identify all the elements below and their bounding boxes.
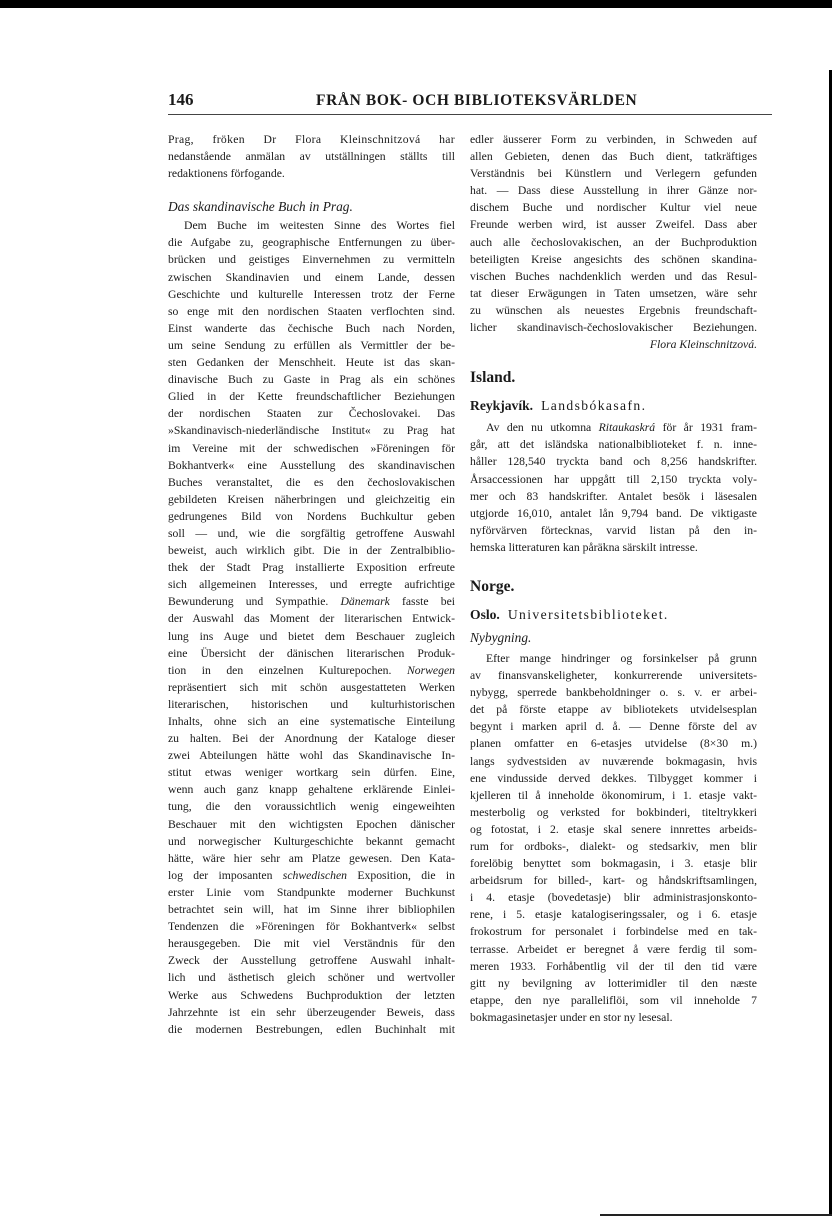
text-line: eine Übersicht der dänischen literarischen Produk- [168,646,455,660]
text-line: Prag, fröken Dr Flora Kleinschnitzová har [168,133,455,146]
text-line: Geschichte und kulturelle Interessen trotz der Ferne [168,287,455,301]
text-line: hemska litteraturen kan påräkna särskilt intresse. [470,540,698,554]
text-line: Tendenzen die »Föreningen för Bokhantverk« selbst [168,920,455,934]
text-line: tion in den einzelnen Kulturepochen. Norwegen [168,663,455,677]
text-line: repräsentiert sich mit schön ausgestatteten Werken [168,680,455,694]
text-line: Freunde werben wird, ist ausser Zweifel. Dass aber [470,218,757,232]
city-name: Reykjavík. [470,398,534,414]
text-line: die Aufgabe zu, geographische Entfernungen zu über- [168,236,455,250]
text-line: Efter mange hindringer og forsinkelser på grunn [486,651,757,665]
text-line: Verständnis bei Künstlern und Verlegern gefunden [470,167,757,181]
text-line: og fotostat, i 2. etasje skal senere innrettes arbeids- [470,822,757,836]
article-body [168,217,455,1038]
page-number: 146 [168,90,194,109]
text-line: thek der Stadt Prag installierte Exposition erfreute [168,561,455,575]
text-line: nybygg, sperrede bankbeholdninger o. s. v. er arbei- [470,686,757,700]
text-line: licher skandinavisch-čechoslovakischer Beziehungen. [470,321,757,335]
text-line: Glied in der Kette freundschaftlicher Beziehungen [168,390,455,404]
article-title: Das skandinavische Buch in Prag. [168,199,353,215]
text-line: tat dieser Erwägungen in Taten umsetzen, wäre sehr [470,286,757,300]
article-continuation [470,131,757,336]
text-line: Dem Buche im weitesten Sinne des Wortes fiel [184,219,455,233]
text-line: planen omfatter en 6-etasjes utvidelse (8×30 m.) [470,737,757,751]
text-line: zwei Abteilungen hätte wohl das Skandinavische In- [168,749,455,763]
section-norge [470,576,757,1026]
text-line: Einst wanderte das čechische Buch nach Norden, [168,321,455,335]
text-line: zu halten. Bei der Anordnung der Kataloge dieser [168,732,455,746]
place-heading [470,395,757,417]
text-line: meren 1933. Forhåbentlig vil der til den tid være [470,959,757,973]
text-line: betrachtet sein will, hat im Sinne ihrer bibliophilen [168,903,455,917]
text-line: vischen Buches nachdenklich werden und das Resul- [470,269,757,283]
section-subtitle: Nybygning. [470,629,532,645]
text-line: utgjorde 16,010, antalet lån 9,794 band. De viktigaste [470,506,757,520]
text-line: hat. — Dass diese Ausstellung in ihrer Gänze nor- [470,184,757,198]
text-line: literarischen, historischen und kulturhistorischen [168,697,455,711]
text-line: arbeidsrum for billed-, kart- og håndskriftsamlingen, [470,874,757,888]
city-name: Oslo. [470,606,500,622]
text-line: zu wünschen als neuestes Ergebnis freundschaft- [470,303,757,317]
header-rule [168,114,772,115]
section-body [470,419,757,556]
author-signature: Flora Kleinschnitzová. [649,338,757,352]
country-heading: Island. [470,369,516,387]
text-line: und norwegischer Kulturgeschichte bekannt gemacht [168,834,455,848]
text-line: gitt ny bevilgning av lotterimidler til den næste [470,976,757,990]
text-line: sten Gedanken der Menschheit. Heute ist das skan- [168,356,455,370]
text-line: brücken und geistiges Einvernehmen zu vermitteln [168,253,455,267]
text-line: lung ins Auge und bietet dem Beschauer zugleich [168,629,455,643]
text-line: lich und ästhetisch gleich schöner und wertvoller [168,971,455,985]
text-line: der Auswahl das Moment der literarischen Entwick- [168,612,455,626]
text-line: um seine Sendung zu erfüllen als Vermittler der be- [168,338,455,352]
text-line: langs sydvestsiden av nuværende bokmagasin, hvis [470,754,757,768]
text-line: »Skandinavisch-niederländische Institut« zu Prag hat [168,424,455,438]
text-line: stitut etwas weniger wortkarg sein dürfen. Eine, [168,766,455,780]
text-line: rum for ordboks-, dialekt- og stedsarkiv, men blir [470,840,757,853]
text-line: nedanstående anmälan av utställningen ställts till [168,150,455,164]
text-line: dinavische Buch zu Gaste in Prag als ein schönes [168,373,455,387]
text-line: håller 128,540 tryckta band och 8,256 handskrifter. [470,455,757,469]
text-line: kjelleren til å inneholde ökonomirum, i 1. etasje vakt- [470,788,757,802]
text-line: rene, i 5. etasje katalogiseringssaler, og i 6. etasje [470,908,757,922]
text-line: Buches veranstaltet, die es den čechoslovakischen [168,475,455,489]
institution-name: Landsbókasafn. [541,398,647,414]
section-body [470,650,757,1026]
text-line: beweist, auch wirklich gibt. Die in der Zentralbiblio- [168,544,455,558]
text-line: Beschauer mit den wichtigsten Epochen dänischer [168,817,455,831]
text-line: Jahrzehnte ist ein sehr überzeugender Beweis, dass [168,1005,455,1019]
text-line: dischem Buche und nordischer Kultur viel neue [470,201,757,215]
text-line: so enge mit den nordischen Staaten verflochten sind. [168,304,455,318]
text-line: ene vindusside derved dekkes. Tilbygget kommer i [470,771,757,785]
text-line: gebildeten Kreisen näherbringen und gleichzeitig ein [168,492,455,506]
text-line: erster Linie vom Standpunkte moderner Buchkunst [168,885,455,899]
text-line: nyförvärven förtecknas, varvid listan på den in- [470,523,757,537]
text-line: gedrungenes Bild von Nordens Buchkultur geben [168,509,455,523]
left-column [168,131,455,1038]
text-line: im Vereine mit der schwedischen »Föreningen för [168,441,455,455]
text-line: etappe, den nye paralleliflöi, som vil inneholde 7 [470,993,757,1007]
text-line: soll — und, wie die sorgfältig getroffene Auswahl [168,526,455,540]
text-line: forelöbig benyttet som bokmagasin, i 3. etasje blir [470,857,757,871]
text-line: det på förste etappe av bibliotekets utvidelsesplan [470,703,757,717]
text-line: går, att det isländska nationalbiblioteket f. n. inne- [470,438,757,452]
text-line: edler äusserer Form zu verbinden, in Schweden auf [470,133,757,146]
text-line: Av den nu utkomna Ritaukaskrá för år 1931 fram- [486,421,757,435]
text-line: Bokhantverk« eine Ausstellung des skandinavischen [168,458,455,472]
text-line: bokmagasinetasjer under en stor ny lesesal. [470,1010,673,1024]
text-line: auch alle čechoslovakischen, an der Buchproduktion [470,235,757,249]
text-line: mer och 83 handskrifter. Antalet besök i läsesalen [470,489,757,503]
text-line: av finansvanskeligheter, konkurrerende universitets- [470,669,757,683]
text-line: wenn auch ganz knapp gehaltene erklärende Einlei- [168,783,455,797]
place-heading [470,604,757,626]
text-line: Årsaccessionen har uppgått till 2,150 tryckta voly- [470,472,757,486]
text-line: Inhalts, ohne sich an eine systematische Einteilung [168,715,455,728]
right-column [470,131,757,1026]
text-line: log der imposanten schwedischen Exposition, die in [168,868,455,882]
country-heading: Norge. [470,577,515,595]
page-header [168,90,768,116]
text-line: Bewunderung und Sympathie. Dänemark fasste bei [168,595,456,609]
text-line: frokostrum for personalet i forbindelse med en tak- [470,925,757,939]
running-title: FRÅN BOK- OCH BIBLIOTEKSVÄRLDEN [316,92,638,109]
text-line: mesterbolig og verksted for bokbinderi, titeltrykkeri [470,805,757,819]
scan-edge-top [0,0,832,8]
text-line: beteiligten Kreise angesichts des schönen skandina- [470,252,757,266]
text-line: Zweck der Ausstellung getroffene Auswahl inhalt- [168,954,455,968]
text-line: der nordischen Staaten zur Čechoslovakei. Das [168,407,455,421]
text-line: tung, die den voraussichtlich wenig eingeweihten [168,800,455,814]
text-line: Werke aus Schwedens Buchproduktion der letzten [168,988,455,1002]
text-line: die modernen Bestrebungen, edlen Buchinhalt mit [168,1022,455,1036]
text-line: redaktionens förfogande. [168,167,285,181]
text-line: begynt i marken april d. å. — Denne förste del av [470,720,757,734]
text-line: allen Gebieten, denen das Buch dient, tatkräftiges [470,150,757,164]
intro-paragraph [168,131,455,182]
institution-name: Universitetsbiblioteket. [507,606,669,622]
text-line: zwischen Skandinavien und einem Lande, dessen [168,270,455,284]
text-line: sich allgemeinen Interesses, und erregte aufrichtige [168,578,455,592]
text-line: herausgegeben. Die mit viel Verständnis für den [168,937,455,951]
section-island [470,367,757,556]
text-line: hätte, wäre hier sehr am Platze gewesen. Den Kata- [168,851,455,865]
text-line: terrasse. Arbeidet er beregnet å være ferdig til som- [470,942,757,956]
text-line: i 4. etasje (bovedetasje) blir administrasjonskonto- [470,891,757,905]
